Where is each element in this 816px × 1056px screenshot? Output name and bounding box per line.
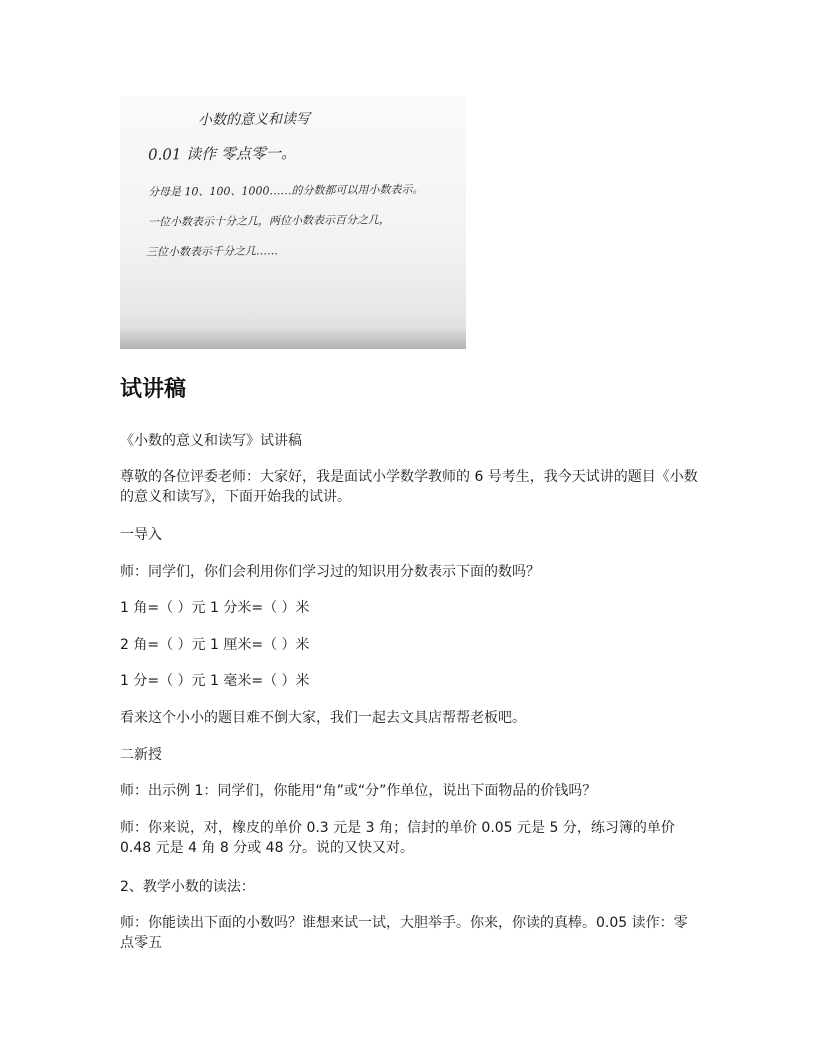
note-line: 分母是 10、100、1000……的分数都可以用小数表示。 <box>147 182 424 199</box>
paragraph: 师：你能读出下面的小数吗？谁想来试一试，大胆举手。你来，你读的真棒。0.05 读作：零点零五 <box>120 915 688 951</box>
exercise-line: 1 分=（ ）元 1 毫米=（ ）米 <box>120 673 310 689</box>
page-title: 试讲稿 <box>120 377 187 402</box>
handwritten-note-photo <box>120 96 466 349</box>
section-heading: 2、教学小数的读法： <box>120 879 255 895</box>
exercise-line: 2 角=（ ）元 1 厘米=（ ）米 <box>120 637 310 653</box>
exercise-line: 1 角=（ ）元 1 分米=（ ）米 <box>120 600 310 616</box>
note-line: 0.01 读作 零点零一。 <box>147 144 297 164</box>
photo-shadow <box>120 327 466 349</box>
paragraph: 看来这个小小的题目难不倒大家，我们一起去文具店帮帮老板吧。 <box>120 710 526 726</box>
section-heading: 二新授 <box>120 747 162 763</box>
paragraph: 师：同学们，你们会利用你们学习过的知识用分数表示下面的数吗？ <box>120 564 540 580</box>
paragraph-intro: 尊敬的各位评委老师：大家好，我是面试小学数学教师的 6 号考生，我今天试讲的题目《小数的意义和读写》，下面开始我的试讲。 <box>120 469 698 505</box>
note-line: 三位小数表示千分之几…… <box>145 244 279 259</box>
paragraph: 师：你来说，对，橡皮的单价 0.3 元是 3 角；信封的单价 0.05 元是 5 分，练习簿的单价 0.48 元是 4 角 8 分或 48 分。说的又快又对。 <box>120 820 675 856</box>
paragraph: 师：出示例 1：同学们，你能用“角”或“分”作单位，说出下面物品的价钱吗？ <box>120 783 597 799</box>
note-title: 小数的意义和读写 <box>197 111 311 129</box>
note-line: 一位小数表示十分之几，两位小数表示百分之几， <box>147 213 391 229</box>
section-heading: 一导入 <box>120 527 162 543</box>
doc-title: 《小数的意义和读写》试讲稿 <box>120 433 302 449</box>
